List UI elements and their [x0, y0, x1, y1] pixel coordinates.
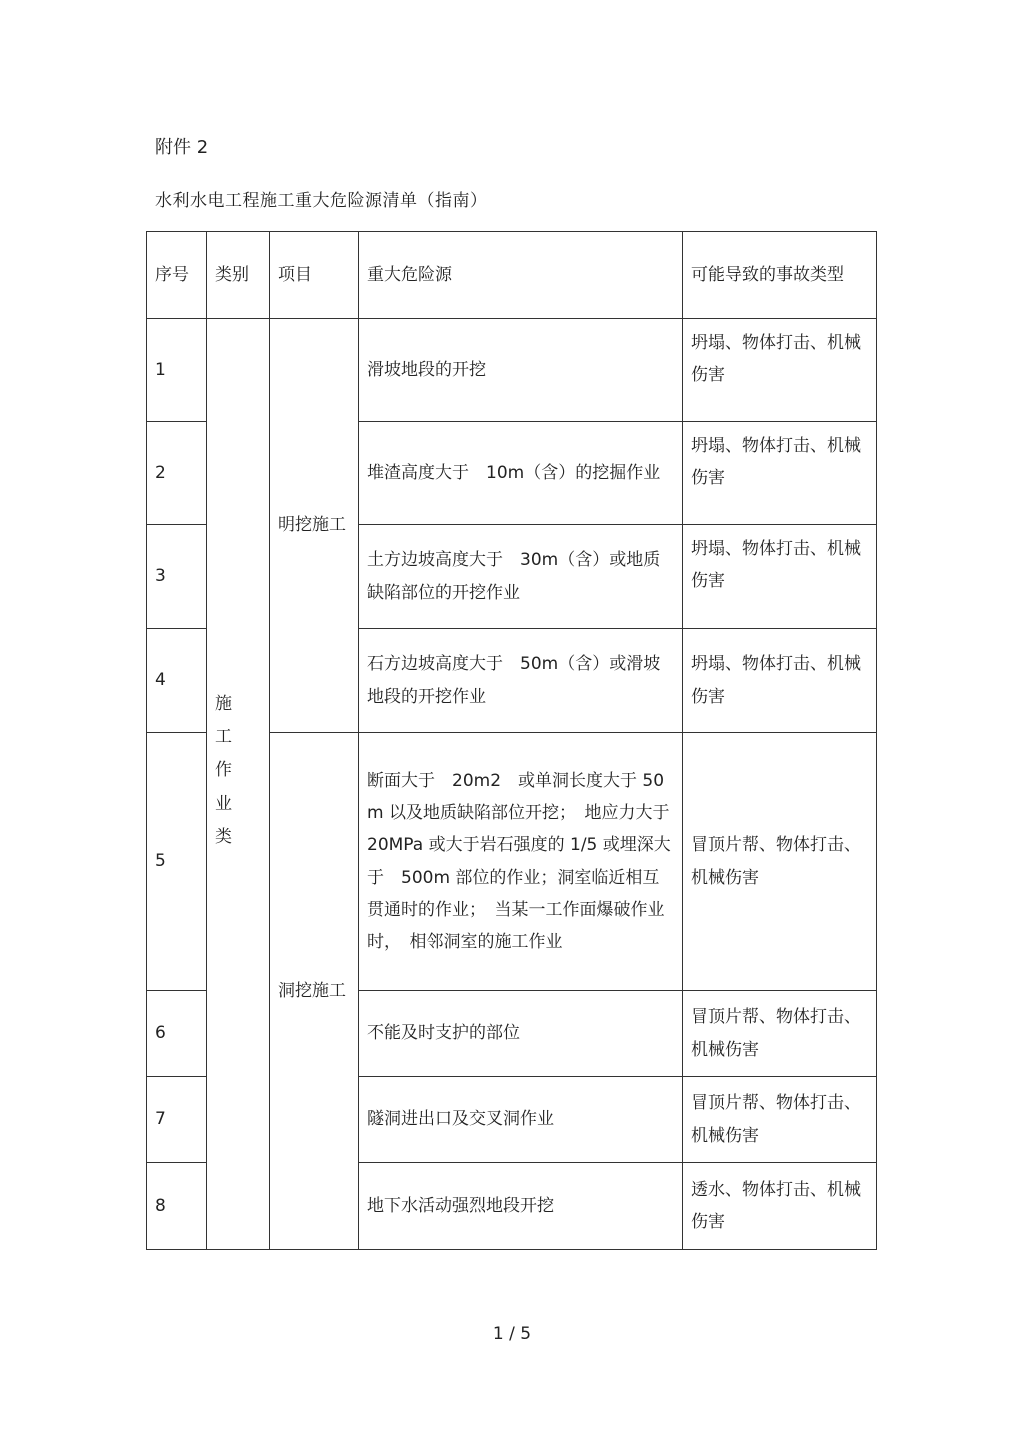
- hazard-cell: 断面大于 20m2 或单洞长度大于 50m 以及地质缺陷部位开挖； 地应力大于 20MPa 或大于岩石强度的 1/5 或埋深大于 500m 部位的作业；洞室临近相互贯通时的作业； 当某一工作面爆破作业时， 相邻洞室的施工作业: [359, 733, 683, 991]
- category-cell: [207, 319, 270, 1250]
- row-number: 5: [147, 733, 207, 991]
- hazard-cell: 地下水活动强烈地段开挖: [359, 1163, 683, 1250]
- hazard-cell: 滑坡地段的开挖: [359, 319, 683, 422]
- hazard-cell: 石方边坡高度大于 50m（含）或滑坡地段的开挖作业: [359, 629, 683, 733]
- page-number: 1 / 5: [492, 1324, 532, 1344]
- header-hazard: 重大危险源: [359, 232, 683, 319]
- document-title: 水利水电工程施工重大危险源清单（指南）: [155, 191, 488, 211]
- row-number: 3: [147, 525, 207, 629]
- row-number: 2: [147, 422, 207, 525]
- table-row: [147, 319, 877, 422]
- hazard-cell: 不能及时支护的部位: [359, 991, 683, 1077]
- header-category: 类别: [207, 232, 270, 319]
- accident-cell: 坍塌、物体打击、机械伤害: [683, 629, 877, 733]
- row-number: 1: [147, 319, 207, 422]
- item-label-tunnel: 洞挖施工: [278, 980, 346, 1001]
- row-number: 8: [147, 1163, 207, 1250]
- attachment-label: 附件 2: [155, 137, 209, 158]
- accident-cell: 坍塌、物体打击、机械伤害: [683, 422, 877, 525]
- header-item: 项目: [270, 232, 359, 319]
- accident-cell: 冒顶片帮、物体打击、机械伤害: [683, 1077, 877, 1163]
- row-number: 4: [147, 629, 207, 733]
- header-row: [147, 232, 877, 319]
- hazard-cell: 堆渣高度大于 10m（含）的挖掘作业: [359, 422, 683, 525]
- accident-cell: 坍塌、物体打击、机械伤害: [683, 525, 877, 629]
- row-number: 7: [147, 1077, 207, 1163]
- accident-cell: 冒顶片帮、物体打击、机械伤害: [683, 733, 877, 991]
- hazard-cell: 土方边坡高度大于 30m（含）或地质缺陷部位的开挖作业: [359, 525, 683, 629]
- header-accident: 可能导致的事故类型: [683, 232, 877, 319]
- accident-cell: 坍塌、物体打击、机械伤害: [683, 319, 877, 422]
- accident-cell: 冒顶片帮、物体打击、机械伤害: [683, 991, 877, 1077]
- item-cell-open: [270, 319, 359, 733]
- hazard-table: [146, 231, 877, 1250]
- item-cell-tunnel: [270, 733, 359, 1250]
- row-number: 6: [147, 991, 207, 1077]
- accident-cell: 透水、物体打击、机械伤害: [683, 1163, 877, 1250]
- hazard-cell: 隧洞进出口及交叉洞作业: [359, 1077, 683, 1163]
- header-seq: 序号: [147, 232, 207, 319]
- category-label: 施 工 作 业 类: [215, 694, 238, 847]
- item-label-open: 明挖施工: [278, 515, 346, 535]
